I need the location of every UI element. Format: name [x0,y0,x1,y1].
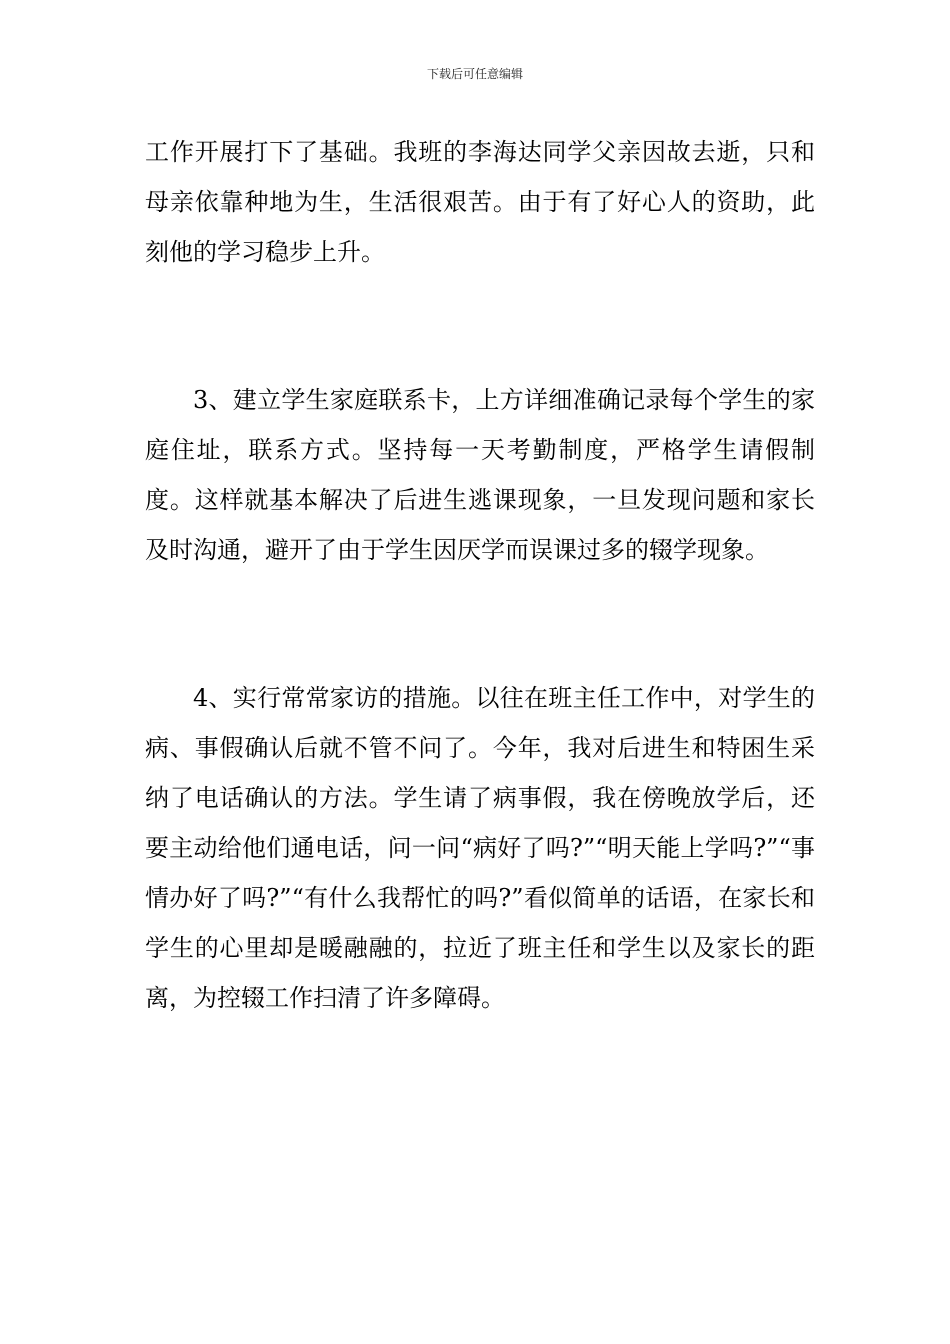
page-header: 下载后可任意编辑 [426,67,523,81]
document-body [145,127,815,1023]
paragraph-item-3: 3、建立学生家庭联系卡，上方详细准确记录每个学生的家庭住址，联系方式。坚持每一天考勤制度，严格学生请假制度。这样就基本解决了后进生逃课现象，一旦发现问题和家长及时沟通，避开了由于学生因厌学而误课过多的辍学现象。 [145,386,815,564]
paragraph-continuation: 工作开展打下了基础。我班的李海达同学父亲因故去逝，只和母亲依靠种地为生，生活很艰苦。由于有了好心人的资助，此刻他的学习稳步上升。 [145,138,815,266]
paragraph-item-4: 4、实行常常家访的措施。以往在班主任工作中，对学生的病、事假确认后就不管不问了。今年，我对后进生和特困生采纳了电话确认的方法。学生请了病事假，我在傍晚放学后，还要主动给他们通电话，问一问“病好了吗?”“明天能上学吗?”“事情办好了吗?”“有什么我帮忙的吗?”看似简单的话语，在家长和学生的心里却是暖融融的，拉近了班主任和学生以及家长的距离，为控辍工作扫清了许多障碍。 [145,684,815,1012]
